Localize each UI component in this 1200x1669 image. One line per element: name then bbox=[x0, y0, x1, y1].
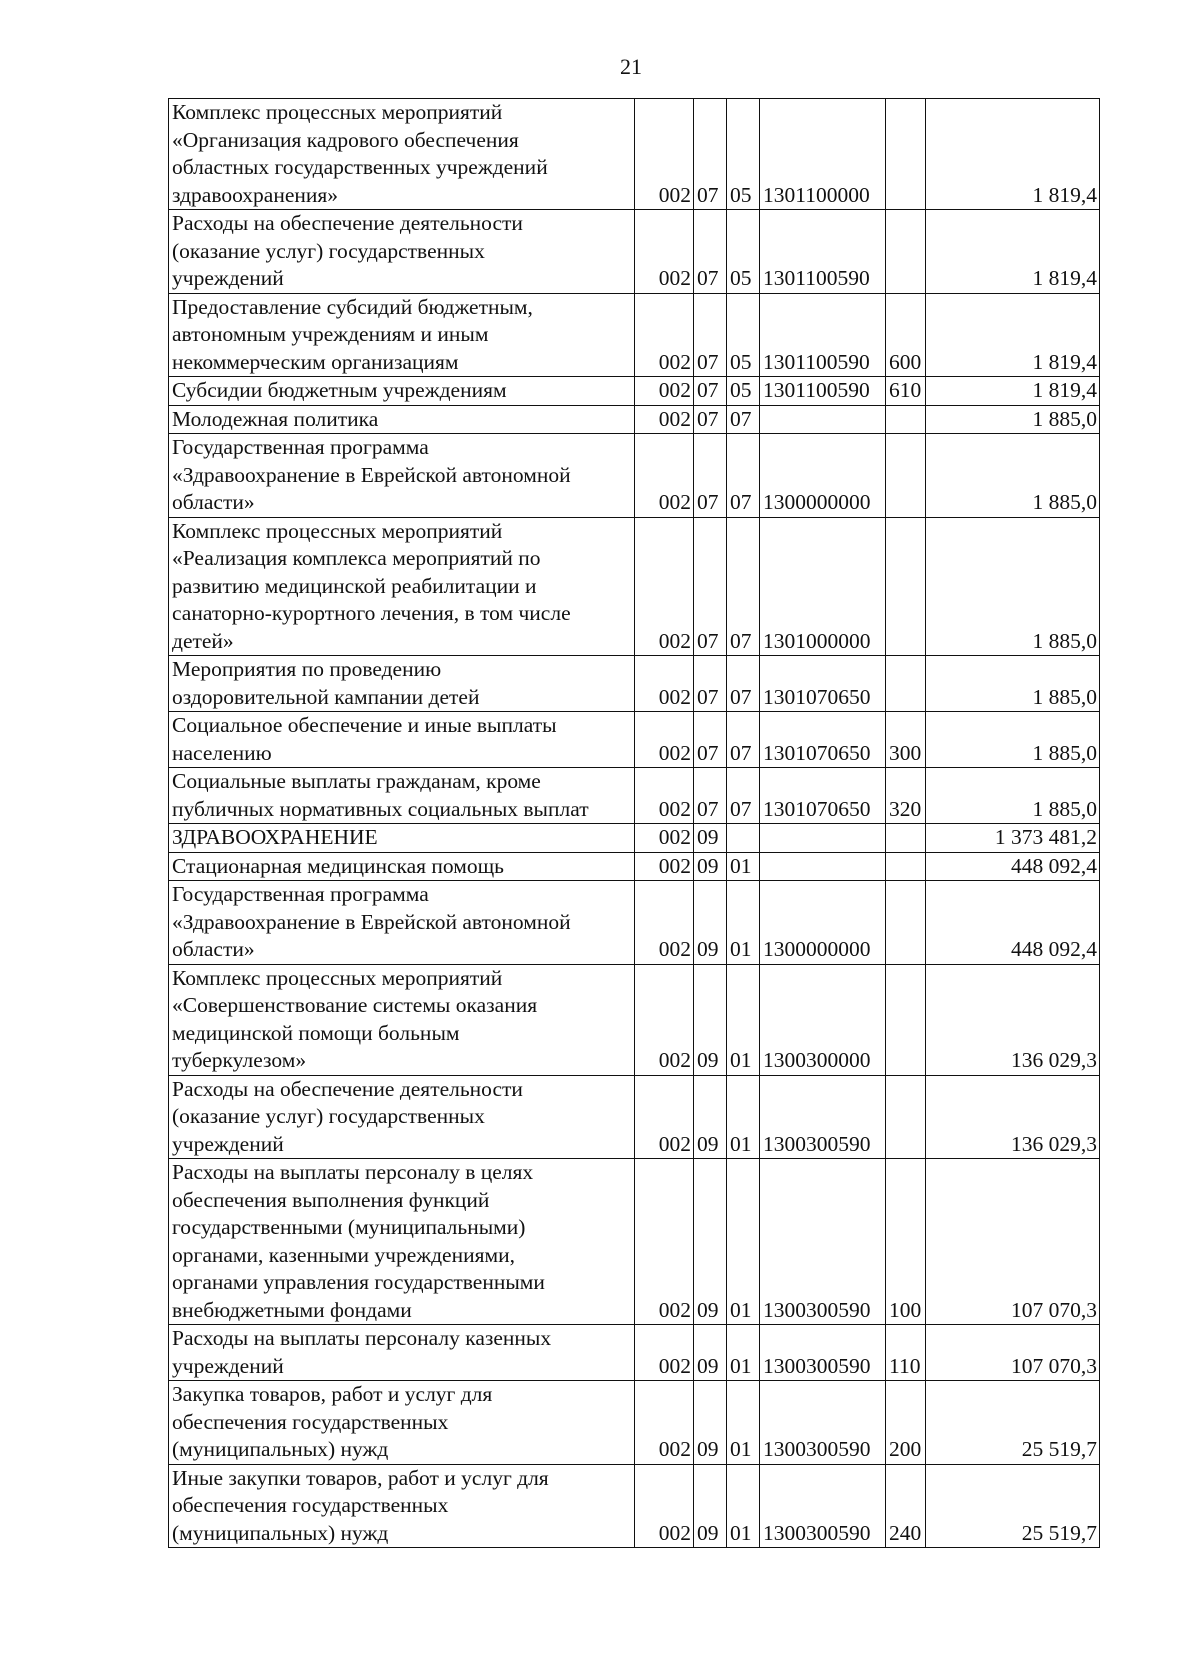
ved-cell: 002 bbox=[635, 712, 694, 768]
section-cell: 09 bbox=[694, 824, 727, 853]
table-row bbox=[169, 824, 1100, 853]
table-row bbox=[169, 964, 1100, 1075]
row-name-line: детей» bbox=[172, 628, 234, 653]
row-name-line: учреждений bbox=[172, 266, 284, 290]
sum-cell: 448 092,4 bbox=[926, 881, 1100, 965]
table-row bbox=[169, 712, 1100, 768]
sum-cell: 136 029,3 bbox=[926, 1075, 1100, 1159]
row-name-line: (муниципальных) нужд bbox=[172, 1437, 389, 1461]
section-cell: 09 bbox=[694, 1325, 727, 1381]
target-article-cell: 1301070650 bbox=[760, 768, 886, 824]
row-name-cell bbox=[169, 210, 635, 294]
table-row bbox=[169, 852, 1100, 881]
subsection-cell: 07 bbox=[727, 656, 760, 712]
table-row bbox=[169, 1381, 1100, 1465]
target-article-cell: 1300300000 bbox=[760, 964, 886, 1075]
subsection-cell: 07 bbox=[727, 517, 760, 656]
row-name-cell bbox=[169, 293, 635, 377]
row-name-line: области» bbox=[172, 937, 255, 961]
row-name-line: «Реализация комплекса мероприятий по bbox=[172, 546, 541, 570]
expense-type-cell bbox=[886, 852, 926, 881]
subsection-cell: 05 bbox=[727, 99, 760, 210]
subsection-cell: 07 bbox=[727, 768, 760, 824]
target-article-cell: 1300300590 bbox=[760, 1464, 886, 1548]
target-article-cell: 1301100000 bbox=[760, 99, 886, 210]
target-article-cell: 1301100590 bbox=[760, 210, 886, 294]
expense-type-cell: 320 bbox=[886, 768, 926, 824]
row-name-line: внебюджетными фондами bbox=[172, 1297, 412, 1322]
row-name-line: Закупка товаров, работ и услуг для bbox=[172, 1382, 493, 1406]
row-name-line: оздоровительной кампании детей bbox=[172, 684, 480, 709]
row-name-line: туберкулезом» bbox=[172, 1048, 307, 1072]
subsection-cell: 01 bbox=[727, 852, 760, 881]
row-name-line: санаторно-курортного лечения, в том числе bbox=[172, 601, 571, 625]
row-name-line: развитию медицинской реабилитации и bbox=[172, 573, 537, 598]
row-name-line: органами, казенными учреждениями, bbox=[172, 1242, 515, 1267]
subsection-cell: 01 bbox=[727, 1464, 760, 1548]
row-name-line: Расходы на выплаты персоналу казенных bbox=[172, 1326, 552, 1350]
row-name-line: обеспечения государственных bbox=[172, 1493, 449, 1517]
ved-cell: 002 bbox=[635, 824, 694, 853]
table-row bbox=[169, 1325, 1100, 1381]
sum-cell: 1 885,0 bbox=[926, 712, 1100, 768]
subsection-cell: 01 bbox=[727, 964, 760, 1075]
subsection-cell: 07 bbox=[727, 405, 760, 434]
row-name-line: Комплекс процессных мероприятий bbox=[172, 100, 503, 124]
table-row bbox=[169, 517, 1100, 656]
ved-cell: 002 bbox=[635, 852, 694, 881]
sum-cell: 448 092,4 bbox=[926, 852, 1100, 881]
section-cell: 09 bbox=[694, 1464, 727, 1548]
section-cell: 09 bbox=[694, 1075, 727, 1159]
row-name-line: Комплекс процессных мероприятий bbox=[172, 518, 503, 543]
row-name-cell bbox=[169, 656, 635, 712]
ved-cell: 002 bbox=[635, 517, 694, 656]
target-article-cell: 1301100590 bbox=[760, 293, 886, 377]
row-name-line: «Здравоохранение в Еврейской автономной bbox=[172, 462, 571, 487]
table-row bbox=[169, 768, 1100, 824]
expense-type-cell bbox=[886, 881, 926, 965]
sum-cell: 107 070,3 bbox=[926, 1159, 1100, 1325]
row-name-line: Расходы на обеспечение деятельности bbox=[172, 1076, 523, 1101]
row-name-line: Государственная программа bbox=[172, 882, 429, 906]
table-row bbox=[169, 210, 1100, 294]
row-name-line: «Совершенствование системы оказания bbox=[172, 993, 538, 1017]
ved-cell: 002 bbox=[635, 377, 694, 406]
target-article-cell: 1300300590 bbox=[760, 1325, 886, 1381]
sum-cell: 107 070,3 bbox=[926, 1325, 1100, 1381]
section-cell: 07 bbox=[694, 377, 727, 406]
section-cell: 07 bbox=[694, 712, 727, 768]
section-cell: 09 bbox=[694, 1159, 727, 1325]
target-article-cell: 1301000000 bbox=[760, 517, 886, 656]
sum-cell: 1 885,0 bbox=[926, 434, 1100, 518]
table-row bbox=[169, 405, 1100, 434]
ved-cell: 002 bbox=[635, 210, 694, 294]
ved-cell: 002 bbox=[635, 1464, 694, 1548]
sum-cell: 1 819,4 bbox=[926, 210, 1100, 294]
row-name-line: обеспечения государственных bbox=[172, 1409, 449, 1434]
subsection-cell: 05 bbox=[727, 293, 760, 377]
row-name-line: населению bbox=[172, 740, 272, 765]
row-name-cell bbox=[169, 1464, 635, 1548]
row-name-line: Государственная программа bbox=[172, 435, 429, 459]
row-name-cell bbox=[169, 712, 635, 768]
expense-type-cell: 200 bbox=[886, 1381, 926, 1465]
row-name-line: (муниципальных) нужд bbox=[172, 1520, 389, 1545]
row-name-cell bbox=[169, 377, 635, 406]
ved-cell: 002 bbox=[635, 964, 694, 1075]
ved-cell: 002 bbox=[635, 1075, 694, 1159]
row-name-line: медицинской помощи больным bbox=[172, 1020, 460, 1045]
target-article-cell bbox=[760, 824, 886, 853]
row-name-line: области» bbox=[172, 490, 255, 514]
table-row bbox=[169, 1159, 1100, 1325]
table-row bbox=[169, 1464, 1100, 1548]
row-name-cell bbox=[169, 1325, 635, 1381]
section-cell: 09 bbox=[694, 1381, 727, 1465]
table-row bbox=[169, 377, 1100, 406]
sum-cell: 25 519,7 bbox=[926, 1381, 1100, 1465]
budget-table-body bbox=[169, 99, 1100, 1548]
sum-cell: 1 819,4 bbox=[926, 293, 1100, 377]
subsection-cell: 01 bbox=[727, 1159, 760, 1325]
expense-type-cell bbox=[886, 656, 926, 712]
subsection-cell: 01 bbox=[727, 1381, 760, 1465]
row-name-cell bbox=[169, 964, 635, 1075]
target-article-cell bbox=[760, 405, 886, 434]
expense-type-cell bbox=[886, 434, 926, 518]
ved-cell: 002 bbox=[635, 99, 694, 210]
section-cell: 09 bbox=[694, 881, 727, 965]
row-name-line: (оказание услуг) государственных bbox=[172, 1104, 485, 1128]
row-name-line: Стационарная медицинская помощь bbox=[172, 853, 504, 878]
target-article-cell: 1300300590 bbox=[760, 1381, 886, 1465]
row-name-cell bbox=[169, 881, 635, 965]
row-name-cell bbox=[169, 1159, 635, 1325]
expense-type-cell bbox=[886, 824, 926, 853]
section-cell: 07 bbox=[694, 210, 727, 294]
expense-type-cell: 600 bbox=[886, 293, 926, 377]
target-article-cell: 1300000000 bbox=[760, 434, 886, 518]
section-cell: 09 bbox=[694, 964, 727, 1075]
sum-cell: 1 885,0 bbox=[926, 405, 1100, 434]
row-name-cell bbox=[169, 1381, 635, 1465]
ved-cell: 002 bbox=[635, 1159, 694, 1325]
sum-cell: 25 519,7 bbox=[926, 1464, 1100, 1548]
table-row bbox=[169, 434, 1100, 518]
subsection-cell: 01 bbox=[727, 881, 760, 965]
row-name-line: органами управления государственными bbox=[172, 1270, 545, 1294]
row-name-cell bbox=[169, 434, 635, 518]
target-article-cell: 1300300590 bbox=[760, 1075, 886, 1159]
subsection-cell: 05 bbox=[727, 210, 760, 294]
expense-type-cell: 240 bbox=[886, 1464, 926, 1548]
ved-cell: 002 bbox=[635, 434, 694, 518]
subsection-cell: 07 bbox=[727, 712, 760, 768]
row-name-line: (оказание услуг) государственных bbox=[172, 238, 485, 263]
subsection-cell: 07 bbox=[727, 434, 760, 518]
expense-type-cell bbox=[886, 99, 926, 210]
row-name-cell bbox=[169, 852, 635, 881]
sum-cell: 136 029,3 bbox=[926, 964, 1100, 1075]
budget-table bbox=[168, 98, 1100, 1548]
section-cell: 07 bbox=[694, 656, 727, 712]
sum-cell: 1 885,0 bbox=[926, 517, 1100, 656]
ved-cell: 002 bbox=[635, 1381, 694, 1465]
sum-cell: 1 885,0 bbox=[926, 656, 1100, 712]
expense-type-cell bbox=[886, 405, 926, 434]
sum-cell: 1 819,4 bbox=[926, 377, 1100, 406]
row-name-cell bbox=[169, 405, 635, 434]
row-name-line: Иные закупки товаров, работ и услуг для bbox=[172, 1465, 549, 1490]
row-name-line: «Организация кадрового обеспечения bbox=[172, 127, 519, 152]
section-cell: 07 bbox=[694, 768, 727, 824]
row-name-line: областных государственных учреждений bbox=[172, 155, 548, 179]
expense-type-cell: 300 bbox=[886, 712, 926, 768]
ved-cell: 002 bbox=[635, 768, 694, 824]
table-row bbox=[169, 1075, 1100, 1159]
section-cell: 07 bbox=[694, 405, 727, 434]
row-name-line: Мероприятия по проведению bbox=[172, 657, 442, 681]
section-cell: 07 bbox=[694, 293, 727, 377]
subsection-cell: 01 bbox=[727, 1075, 760, 1159]
subsection-cell: 01 bbox=[727, 1325, 760, 1381]
row-name-line: здравоохранения» bbox=[172, 182, 339, 207]
section-cell: 09 bbox=[694, 852, 727, 881]
section-cell: 07 bbox=[694, 99, 727, 210]
target-article-cell: 1301070650 bbox=[760, 712, 886, 768]
row-name-line: учреждений bbox=[172, 1353, 284, 1378]
sum-cell: 1 885,0 bbox=[926, 768, 1100, 824]
target-article-cell: 1300000000 bbox=[760, 881, 886, 965]
section-cell: 07 bbox=[694, 434, 727, 518]
row-name-line: Комплекс процессных мероприятий bbox=[172, 965, 503, 990]
ved-cell: 002 bbox=[635, 293, 694, 377]
row-name-line: Предоставление субсидий бюджетным, bbox=[172, 294, 533, 319]
row-name-line: ЗДРАВООХРАНЕНИЕ bbox=[172, 825, 378, 849]
row-name-cell bbox=[169, 824, 635, 853]
sum-cell: 1 373 481,2 bbox=[926, 824, 1100, 853]
table-row bbox=[169, 881, 1100, 965]
expense-type-cell: 100 bbox=[886, 1159, 926, 1325]
expense-type-cell: 610 bbox=[886, 377, 926, 406]
row-name-line: Расходы на выплаты персоналу в целях bbox=[172, 1160, 534, 1184]
expense-type-cell bbox=[886, 210, 926, 294]
subsection-cell: 05 bbox=[727, 377, 760, 406]
sum-cell: 1 819,4 bbox=[926, 99, 1100, 210]
table-row bbox=[169, 293, 1100, 377]
target-article-cell: 1301070650 bbox=[760, 656, 886, 712]
table-row bbox=[169, 99, 1100, 210]
row-name-cell bbox=[169, 768, 635, 824]
row-name-cell bbox=[169, 517, 635, 656]
row-name-line: государственными (муниципальными) bbox=[172, 1215, 526, 1239]
row-name-line: некоммерческим организациям bbox=[172, 349, 459, 374]
expense-type-cell bbox=[886, 1075, 926, 1159]
target-article-cell bbox=[760, 852, 886, 881]
row-name-line: публичных нормативных социальных выплат bbox=[172, 796, 589, 821]
expense-type-cell bbox=[886, 517, 926, 656]
row-name-cell bbox=[169, 1075, 635, 1159]
expense-type-cell: 110 bbox=[886, 1325, 926, 1381]
section-cell: 07 bbox=[694, 517, 727, 656]
table-row bbox=[169, 656, 1100, 712]
ved-cell: 002 bbox=[635, 405, 694, 434]
target-article-cell: 1300300590 bbox=[760, 1159, 886, 1325]
expense-type-cell bbox=[886, 964, 926, 1075]
subsection-cell bbox=[727, 824, 760, 853]
row-name-line: обеспечения выполнения функций bbox=[172, 1187, 490, 1212]
row-name-line: Расходы на обеспечение деятельности bbox=[172, 211, 523, 235]
target-article-cell: 1301100590 bbox=[760, 377, 886, 406]
ved-cell: 002 bbox=[635, 656, 694, 712]
ved-cell: 002 bbox=[635, 1325, 694, 1381]
row-name-cell bbox=[169, 99, 635, 210]
row-name-line: Социальные выплаты гражданам, кроме bbox=[172, 769, 541, 793]
page-number: 21 bbox=[620, 54, 642, 79]
row-name-line: «Здравоохранение в Еврейской автономной bbox=[172, 909, 571, 934]
ved-cell: 002 bbox=[635, 881, 694, 965]
row-name-line: Социальное обеспечение и иные выплаты bbox=[172, 713, 557, 737]
row-name-line: автономным учреждениям и иным bbox=[172, 322, 489, 346]
row-name-line: учреждений bbox=[172, 1131, 284, 1156]
row-name-line: Молодежная политика bbox=[172, 406, 379, 431]
row-name-line: Субсидии бюджетным учреждениям bbox=[172, 378, 507, 402]
